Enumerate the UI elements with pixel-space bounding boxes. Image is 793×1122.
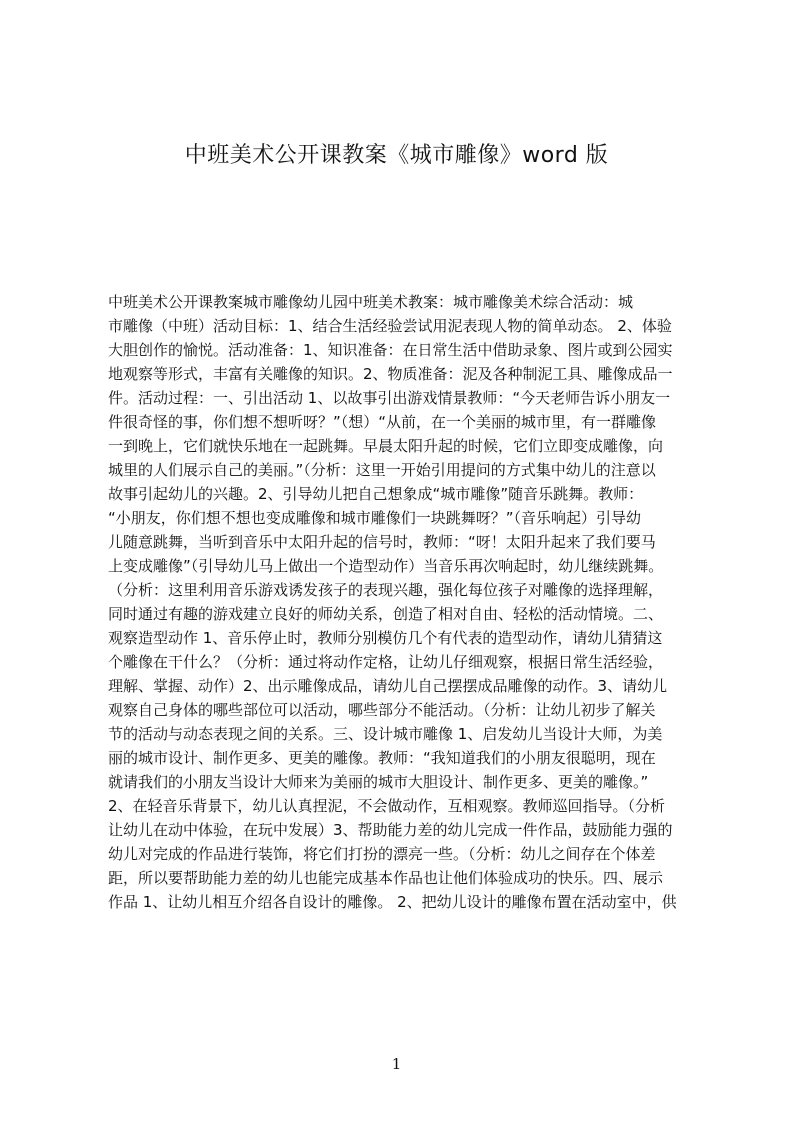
body-text-line: 理解、掌握、动作）2、出示雕像成品，请幼儿自己摆摆成品雕像的动作。3、请幼儿 (108, 677, 668, 695)
body-text-line: 丽的城市设计、制作更多、更美的雕像。教师：“我知道我们的小朋友很聪明，现在 (108, 749, 656, 767)
body-text-line: 中班美术公开课教案城市雕像幼儿园中班美术教案：城市雕像美术综合活动：城 (108, 293, 634, 311)
body-text-line: 个雕像在干什么？（分析：通过将动作定格，让幼儿仔细观察，根据日常生活经验， (108, 653, 664, 671)
body-text-line: 观察造型动作 1、音乐停止时，教师分别模仿几个有代表的造型动作，请幼儿猜猜这 (108, 629, 663, 647)
body-text-line: 同时通过有趣的游戏建立良好的师幼关系，创造了相对自由、轻松的活动情境。二、 (108, 605, 664, 623)
body-text-line: 件很奇怪的事，你们想不想听呀？”（想）“从前，在一个美丽的城市里，有一群雕像 (108, 413, 657, 431)
body-text-line: 作品 1、让幼儿相互介绍各自设计的雕像。 2、把幼儿设计的雕像布置在活动室中，供 (108, 893, 677, 911)
body-text-line: 地观察等形式，丰富有关雕像的知识。2、物质准备：泥及各种制泥工具、雕像成品一 (108, 365, 673, 383)
document-body (108, 290, 698, 914)
body-text-line: 节的活动与动态表现之间的关系。三、设计城市雕像 1、启发幼儿当设计大师，为美 (108, 725, 663, 743)
body-text-line: 一到晚上，它们就快乐地在一起跳舞。早晨太阳升起的时候，它们立即变成雕像，向 (108, 437, 664, 455)
body-text-line: 上变成雕像”（引导幼儿马上做出一个造型动作）当音乐再次响起时，幼儿继续跳舞。 (108, 557, 664, 575)
body-text-line: 观察自己身体的哪些部位可以活动，哪些部分不能活动。（分析：让幼儿初步了解关 (108, 701, 656, 719)
body-text-line: 大胆创作的愉悦。活动准备：1、知识准备：在日常生活中借助录象、图片或到公园实 (108, 341, 673, 359)
body-text-line: 让幼儿在动中体验，在玩中发展）3、帮助能力差的幼儿完成一件作品，鼓励能力强的 (108, 821, 673, 839)
body-text-line: 就请我们的小朋友当设计大师来为美丽的城市大胆设计、制作更多、更美的雕像。” (108, 773, 649, 791)
body-text-line: 儿随意跳舞，当听到音乐中太阳升起的信号时，教师：“呀！太阳升起来了我们要马 (108, 533, 656, 551)
body-text-line: 城里的人们展示自己的美丽。”（分析：这里一开始引用提问的方式集中幼儿的注意以 (108, 461, 656, 479)
document-title: 中班美术公开课教案《城市雕像》word 版 (184, 143, 609, 168)
body-text-line: 2、在轻音乐背景下，幼儿认真捏泥，不会做动作，互相观察。教师巡回指导。（分析 (108, 797, 666, 815)
page-number: 1 (391, 1055, 402, 1073)
body-text-line: （分析：这里利用音乐游戏诱发孩子的表现兴趣，强化每位孩子对雕像的选择理解， (108, 581, 664, 599)
body-text-line: 故事引起幼儿的兴趣。2、引导幼儿把自己想象成“城市雕像”随音乐跳舞。教师： (108, 485, 644, 503)
body-text-line: 幼儿对完成的作品进行装饰，将它们打扮的漂亮一些。（分析：幼儿之间存在个体差 (108, 845, 656, 863)
body-text-line: 件。活动过程：一、引出活动 1、以故事引出游戏情景教师：“今天老师告诉小朋友一 (108, 389, 671, 407)
body-text-line: 距，所以要帮助能力差的幼儿也能完成基本作品也让他们体验成功的快乐。四、展示 (108, 869, 664, 887)
body-text-line: “小朋友，你们想不想也变成雕像和城市雕像们一块跳舞呀？”（音乐响起）引导幼 (108, 509, 642, 527)
body-text-line: 市雕像（中班）活动目标：1、结合生活经验尝试用泥表现人物的简单动态。 2、体验 (108, 317, 672, 335)
